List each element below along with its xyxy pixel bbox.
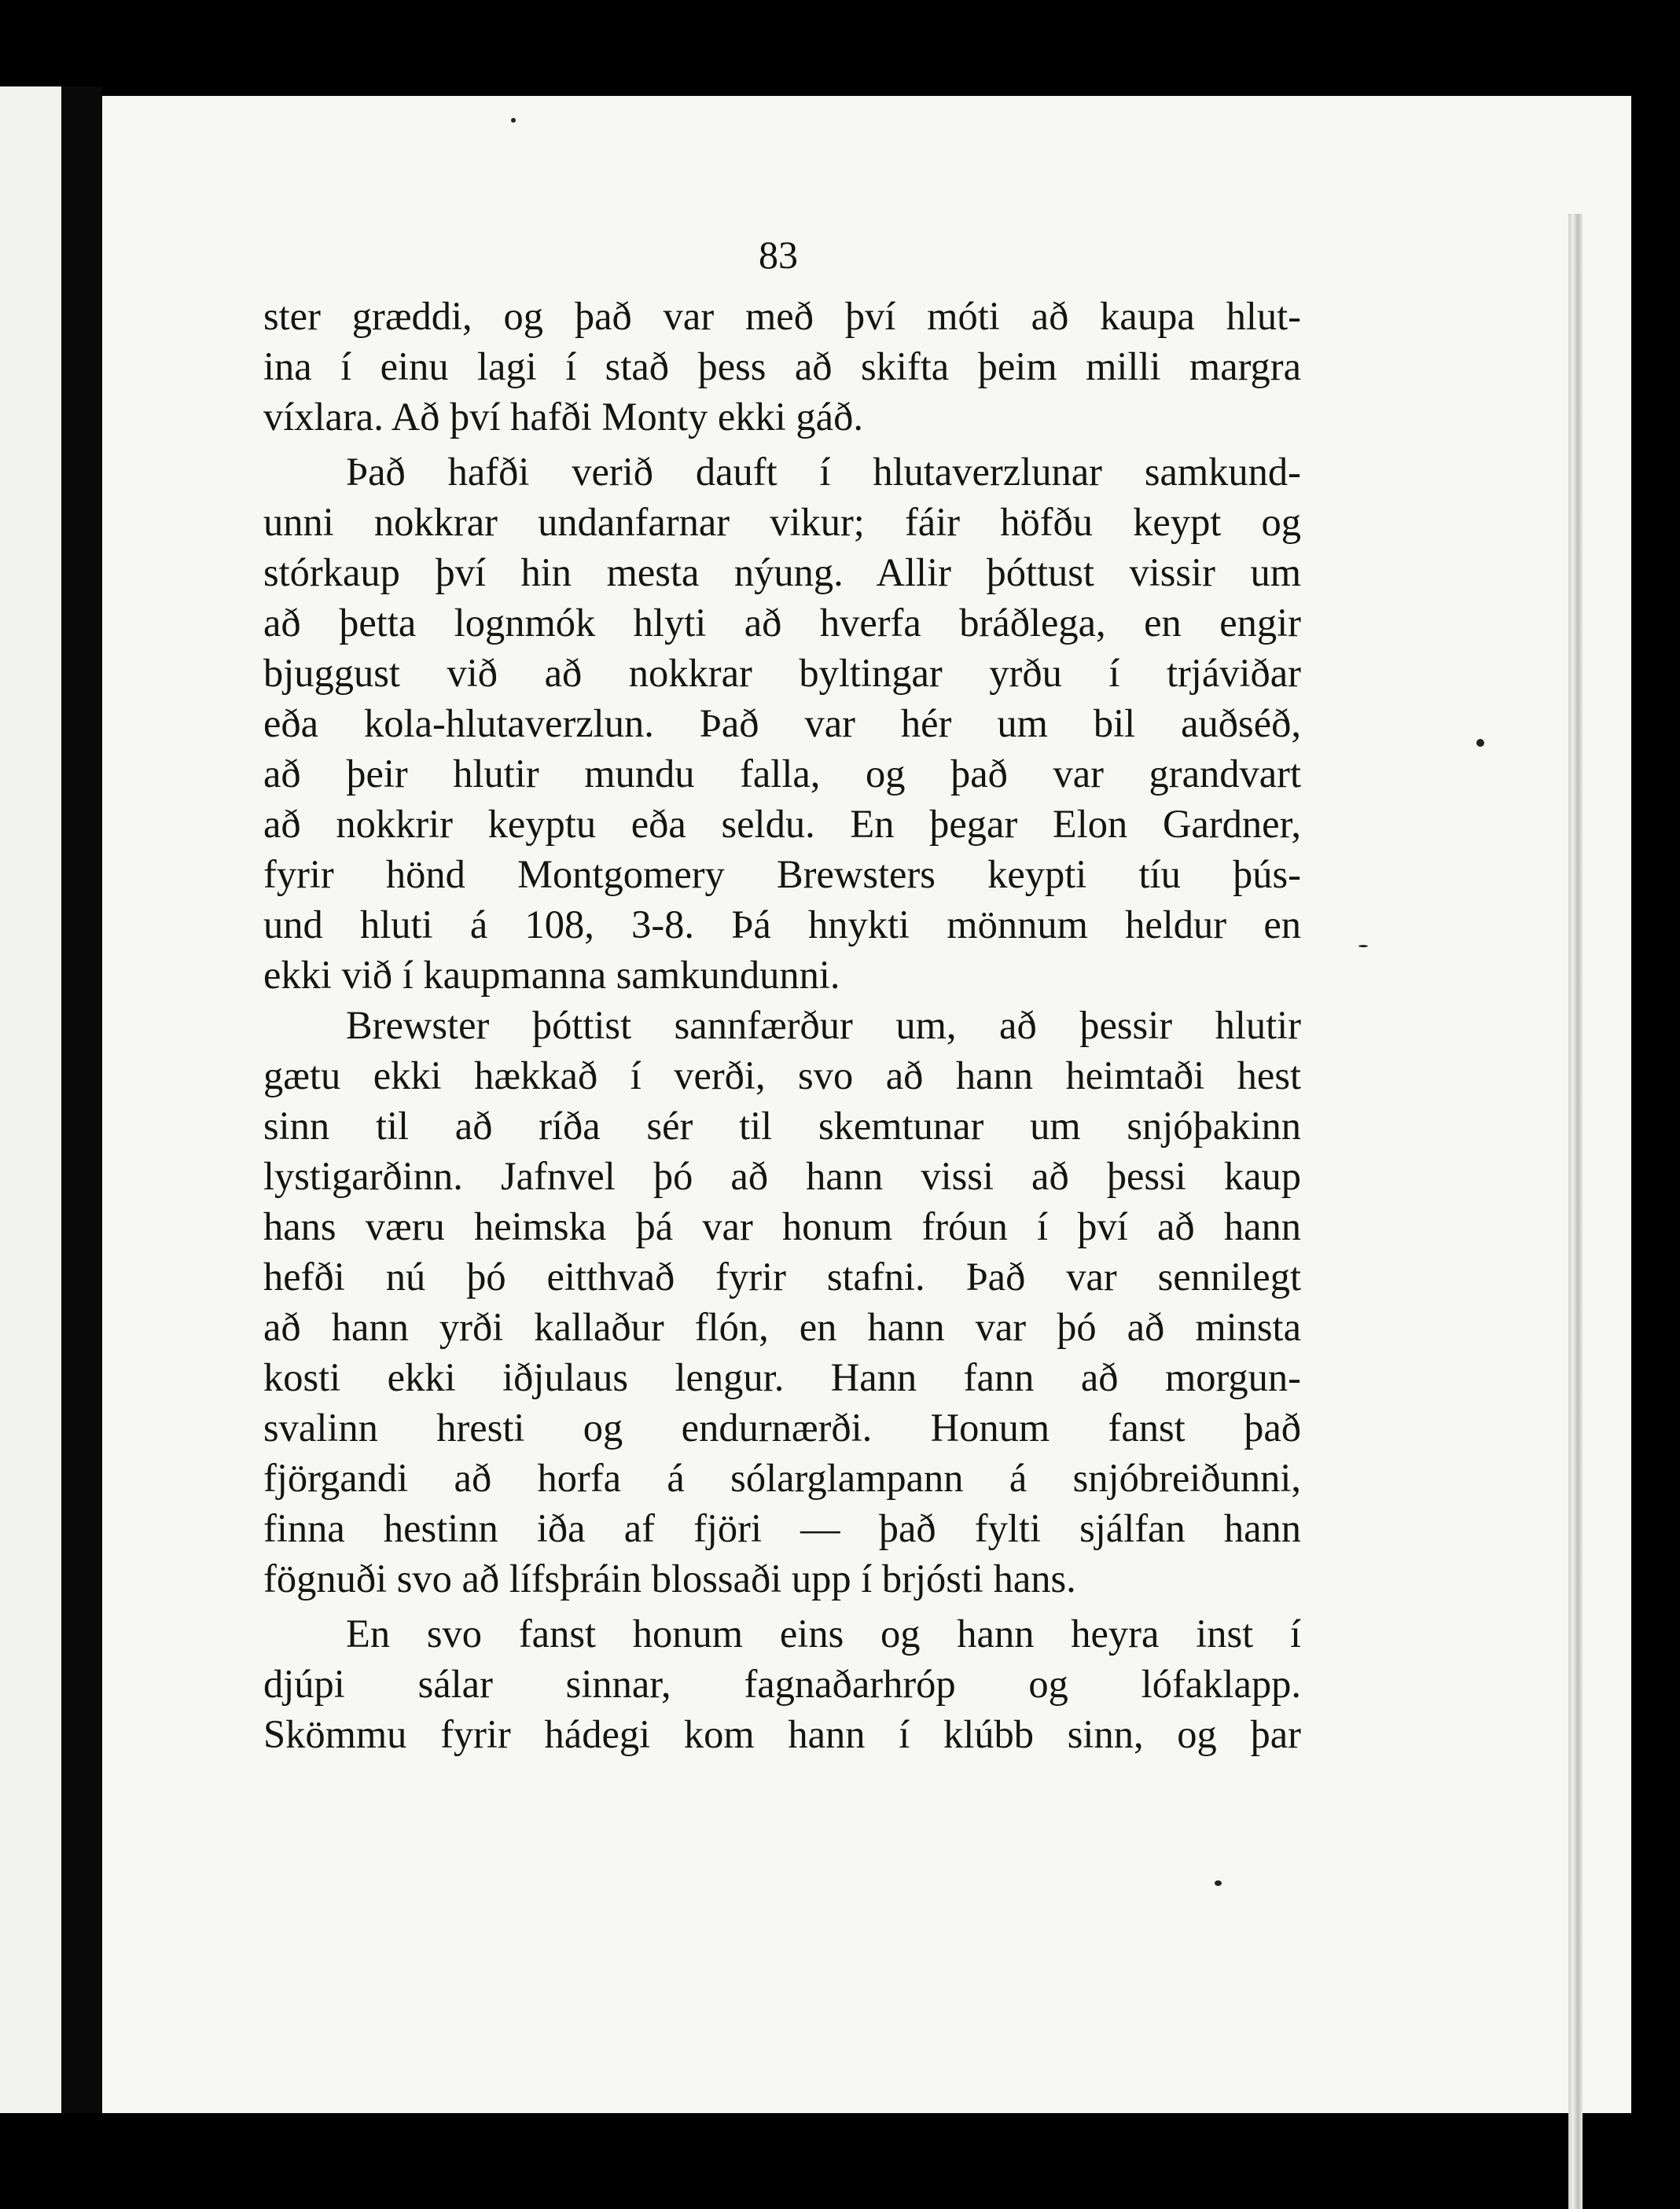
text-line: kosti ekki iðjulaus lengur. Hann fann að morgun-: [263, 1355, 1301, 1399]
scan-speck: [1476, 739, 1484, 747]
text-line: ina í einu lagi í stað þess að skifta þeim milli margra: [263, 344, 1301, 388]
text-line: Það hafði verið dauft í hlutaverzlunar samkund-: [346, 450, 1301, 494]
facing-page-edge: [0, 86, 61, 2113]
scan-speck: [511, 118, 516, 123]
text-line: bjuggust við að nokkrar byltingar yrðu í trjáviðar: [263, 651, 1301, 695]
text-line: und hluti á 108, 3-8. Þá hnykti mönnum heldur en: [263, 902, 1301, 946]
scan-speck: [1215, 1880, 1222, 1886]
text-line: En svo fanst honum eins og hann heyra inst í: [346, 1612, 1301, 1656]
text-line: gætu ekki hækkað í verði, svo að hann heimtaði hest: [263, 1053, 1301, 1097]
text-line: sinn til að ríða sér til skemtunar um snjóþakinn: [263, 1104, 1301, 1148]
page-number: 83: [759, 233, 798, 277]
text-line: ekki við í kaupmanna samkundunni.: [263, 953, 840, 997]
text-line: ster græddi, og það var með því móti að kaupa hlut-: [263, 294, 1301, 338]
scan-speck: [1358, 945, 1368, 947]
text-line: stórkaup því hin mesta nýung. Allir þóttust vissir um: [263, 550, 1301, 594]
book-gutter: [61, 86, 102, 2113]
text-line: djúpi sálar sinnar, fagnaðarhróp og lófaklapp.: [263, 1662, 1301, 1706]
text-line: fögnuði svo að lífsþráin blossaði upp í brjósti hans.: [263, 1557, 1076, 1601]
text-line: að þetta lognmók hlyti að hverfa bráðlega, en engir: [263, 601, 1301, 645]
text-line: fjörgandi að horfa á sólarglampann á snjóbreiðunni,: [263, 1456, 1301, 1500]
text-line: lystigarðinn. Jafnvel þó að hann vissi að þessi kaup: [263, 1154, 1301, 1198]
text-line: að hann yrði kallaður flón, en hann var þó að minsta: [263, 1305, 1301, 1349]
text-line: Skömmu fyrir hádegi kom hann í klúbb sinn, og þar: [263, 1712, 1301, 1756]
text-line: svalinn hresti og endurnærði. Honum fanst það: [263, 1406, 1301, 1450]
text-line: eða kola-hlutaverzlun. Það var hér um bil auðséð,: [263, 701, 1301, 745]
text-line: hefði nú þó eitthvað fyrir stafni. Það var sennilegt: [263, 1255, 1301, 1299]
text-line: víxlara. Að því hafði Monty ekki gáð.: [263, 395, 863, 439]
text-line: fyrir hönd Montgomery Brewsters keypti tíu þús-: [263, 852, 1301, 896]
text-line: hans væru heimska þá var honum fróun í því að hann: [263, 1204, 1301, 1248]
text-line: unni nokkrar undanfarnar vikur; fáir höfðu keypt og: [263, 500, 1301, 544]
text-line: finna hestinn iða af fjöri — það fylti sjálfan hann: [263, 1506, 1301, 1550]
text-line: að nokkrir keyptu eða seldu. En þegar Elon Gardner,: [263, 802, 1301, 846]
text-line: Brewster þóttist sannfærður um, að þessir hlutir: [346, 1003, 1301, 1047]
text-line: að þeir hlutir mundu falla, og það var grandvart: [263, 752, 1301, 796]
page-stack-edge: [1568, 214, 1583, 2209]
body-text: [263, 291, 1301, 1759]
